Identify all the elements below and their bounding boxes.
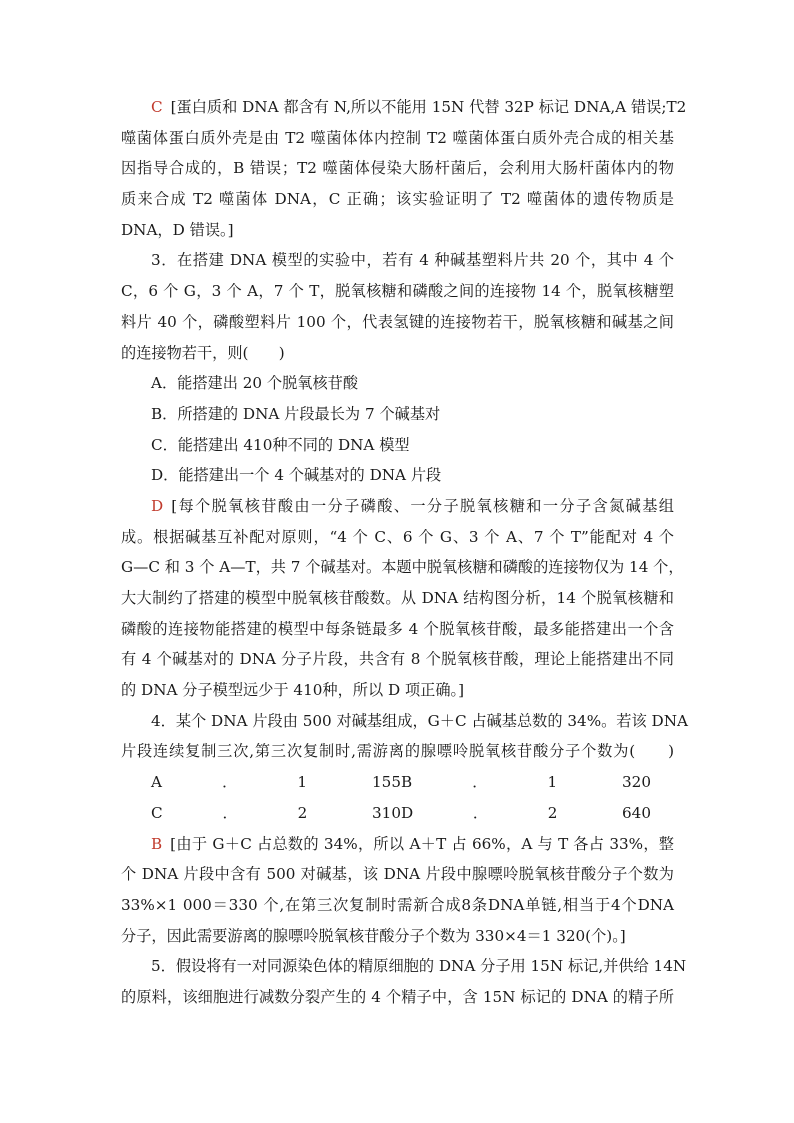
q4-stem-line-1: 4．某个 DNA 片段由 500 对碱基组成，G＋C 占碱基总数的 34%。若该 DNA <box>151 711 688 730</box>
q4-answer-line-2: 个 DNA 片段中含有 500 对碱基，该 DNA 片段中腺嘌呤脱氧核苷酸分子个数为 <box>121 865 674 884</box>
q4-options-row-1 <box>121 767 674 798</box>
q3-answer-line-5: 磷酸的连接物能搭建的模型中每条链最多 4 个脱氧核苷酸，最多能搭建出一个含 <box>121 619 674 638</box>
answer-letter: B <box>151 834 163 853</box>
q2-answer-line-5: DNA，D 错误。] <box>121 220 234 239</box>
answer-letter: D <box>151 496 164 515</box>
q4-answer-line-1: B [由于 G＋C 占总数的 34%，所以 A＋T 占 66%，A 与 T 各占 33%，整 <box>151 834 674 853</box>
q3-answer-line-7: 的 DNA 分子模型远少于 410种，所以 D 项正确。] <box>121 681 465 700</box>
q2-answer-line-1: C [蛋白质和 DNA 都含有 N,所以不能用 15N 代替 32P 标记 DNA,A 错误;T2 <box>151 98 687 116</box>
q3-option-a: A．能搭建出 20 个脱氧核苷酸 <box>151 374 359 393</box>
q4-answer-line-3: 33%×1 000＝330 个,在第三次复制时需新合成8条DNA单链,相当于4个DNA <box>121 895 674 914</box>
q2-answer-line-2: 噬菌体蛋白质外壳是由 T2 噬菌体体内控制 T2 噬菌体蛋白质外壳合成的相关基 <box>121 128 674 147</box>
q3-answer-line-2: 成。根据碱基互补配对原则，“4 个 C、6 个 G、3 个 A、7 个 T”能配对 4 个 <box>121 527 674 546</box>
q4-option-c: C．2 310 <box>151 803 401 822</box>
q3-option-c: C．能搭建出 410种不同的 DNA 模型 <box>151 435 410 454</box>
q4-options-row-2 <box>121 798 674 829</box>
q3-stem-line-4: 的连接物若干，则( ) <box>121 343 285 362</box>
document-page <box>121 92 688 1013</box>
q3-stem-line-2: C，6 个 G，3 个 A，7 个 T，脱氧核糖和磷酸之间的连接物 14 个，脱氧核糖塑 <box>121 282 674 301</box>
q3-answer-line-6: 有 4 个碱基对的 DNA 分子片段，共含有 8 个脱氧核苷酸，理论上能搭建出不同 <box>121 650 674 669</box>
q4-answer-line-4: 分子，因此需要游离的腺嘌呤脱氧核苷酸分子个数为 330×4＝1 320(个)。] <box>121 926 626 945</box>
q3-answer-line-3: G—C 和 3 个 A—T，共 7 个碱基对。本题中脱氧核糖和磷酸的连接物仅为 14 个， <box>121 558 684 577</box>
q4-option-a: A．1 155 <box>151 773 401 792</box>
q4-option-b: B．1 320 <box>401 773 651 792</box>
q2-answer-line-4: 质来合成 T2 噬菌体 DNA，C 正确；该实验证明了 T2 噬菌体的遗传物质是 <box>121 190 674 209</box>
q5-stem-line-1: 5．假设将有一对同源染色体的精原细胞的 DNA 分子用 15N 标记,并供给 14N <box>151 957 687 976</box>
q3-option-b: B．所搭建的 DNA 片段最长为 7 个碱基对 <box>151 404 441 423</box>
q3-answer-line-4: 大大制约了搭建的模型中脱氧核苷酸数。从 DNA 结构图分析，14 个脱氧核糖和 <box>121 589 674 607</box>
q4-stem-line-2: 片段连续复制三次,第三次复制时,需游离的腺嘌呤脱氧核苷酸分子个数为( ) <box>121 742 674 761</box>
q3-stem-line-1: 3．在搭建 DNA 模型的实验中，若有 4 种碱基塑料片共 20 个，其中 4 个 <box>151 251 674 270</box>
q5-stem-line-2: 的原料，该细胞进行减数分裂产生的 4 个精子中，含 15N 标记的 DNA 的精子所 <box>121 987 674 1006</box>
q3-stem-line-3: 料片 40 个，磷酸塑料片 100 个，代表氢键的连接物若干，脱氧核糖和碱基之间 <box>121 312 674 331</box>
q3-option-d: D．能搭建出一个 4 个碱基对的 DNA 片段 <box>151 466 442 485</box>
q3-answer-line-1: D [每个脱氧核苷酸由一分子磷酸、一分子脱氧核糖和一分子含氮碱基组 <box>151 496 674 515</box>
q4-option-d: D．2 640 <box>401 803 651 822</box>
answer-letter: C <box>151 98 163 116</box>
q2-answer-line-3: 因指导合成的，B 错误；T2 噬菌体侵染大肠杆菌后，会利用大肠杆菌体内的物 <box>121 159 674 178</box>
